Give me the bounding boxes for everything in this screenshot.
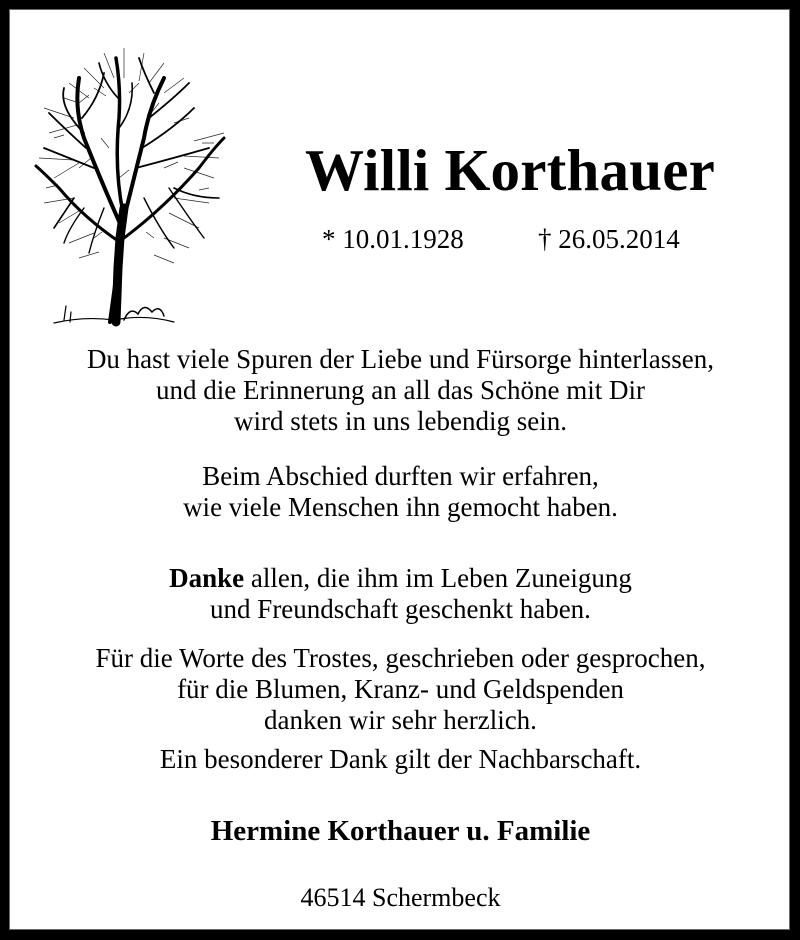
thanks-line — [10, 563, 791, 594]
gratitude-block — [10, 643, 791, 736]
thanks-block — [10, 563, 791, 625]
verse-line: wird stets in uns lebendig sein. — [234, 406, 567, 436]
deceased-name: Willi Korthauer — [305, 137, 715, 203]
thanks-emphasis: Danke — [169, 563, 245, 593]
verse-line: und die Erinnerung an all das Schöne mit Dir — [156, 375, 645, 405]
verse-block — [10, 344, 791, 437]
farewell-line: Beim Abschied durften wir erfahren, — [202, 461, 599, 491]
thanks-line: und Freundschaft geschenkt haben. — [210, 594, 591, 624]
tree-icon — [24, 38, 244, 338]
special-thanks — [10, 744, 791, 775]
birth-date: * 10.01.1928 — [322, 224, 464, 254]
signature: Hermine Korthauer u. Familie — [210, 815, 591, 847]
verse-line: Du hast viele Spuren der Liebe und Fürsorge hinterlassen, — [86, 344, 715, 374]
location: 46514 Schermbeck — [300, 883, 501, 912]
farewell-line: wie viele Menschen ihn gemocht haben. — [183, 492, 618, 522]
obituary-notice — [9, 9, 790, 930]
farewell-block — [10, 461, 791, 523]
gratitude-line: danken wir sehr herzlich. — [264, 705, 537, 735]
gratitude-line: für die Blumen, Kranz- und Geldspenden — [177, 674, 624, 704]
special-thanks-line: Ein besonderer Dank gilt der Nachbarschaft. — [159, 744, 642, 774]
gratitude-line: Für die Worte des Trostes, geschrieben oder gesprochen, — [95, 643, 706, 673]
thanks-line-rest: allen, die ihm im Leben Zuneigung — [244, 563, 632, 593]
death-date: † 26.05.2014 — [538, 224, 680, 254]
